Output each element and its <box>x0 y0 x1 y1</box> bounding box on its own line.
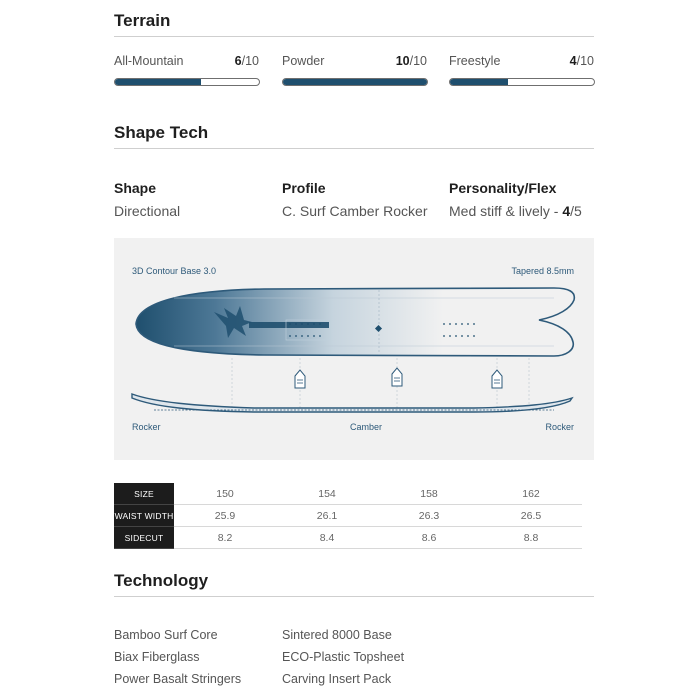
spec-flex-value: Med stiff & lively - 4/5 <box>449 203 582 219</box>
board-side-profile <box>132 394 572 412</box>
spec-profile-value: C. Surf Camber Rocker <box>282 203 428 219</box>
tech-item: Biax Fiberglass <box>114 650 200 664</box>
table-row-header: WAIST WIDTH <box>114 505 174 527</box>
board-arrow <box>249 322 329 328</box>
shape-tech-divider <box>114 148 594 149</box>
diagram-label-base: 3D Contour Base 3.0 <box>132 266 217 276</box>
profile-guides <box>232 358 529 410</box>
terrain-bar <box>282 78 428 86</box>
table-cell: 8.6 <box>378 527 480 549</box>
terrain-divider <box>114 36 594 37</box>
tech-item: Bamboo Surf Core <box>114 628 218 642</box>
table-cell: 25.9 <box>174 505 276 527</box>
technology-title: Technology <box>114 571 209 590</box>
table-cell: 26.5 <box>480 505 582 527</box>
table-cell: 154 <box>276 483 378 505</box>
table-row <box>114 483 582 505</box>
terrain-score: 6/10 <box>234 54 259 68</box>
table-cell: 26.1 <box>276 505 378 527</box>
table-cell: 158 <box>378 483 480 505</box>
spec-flex-label: Personality/Flex <box>449 180 557 196</box>
diagram-label-rocker-nose: Rocker <box>545 422 574 432</box>
spec-profile-label: Profile <box>282 180 326 196</box>
table-cell: 8.4 <box>276 527 378 549</box>
terrain-bar <box>114 78 260 86</box>
board-diagram <box>114 238 594 460</box>
table-cell: 8.8 <box>480 527 582 549</box>
terrain-label: All-Mountain <box>114 54 184 68</box>
terrain-bar-fill <box>115 79 201 85</box>
size-table <box>114 483 582 549</box>
table-cell: 162 <box>480 483 582 505</box>
table-row <box>114 505 582 527</box>
table-row-header: SIDECUT <box>114 527 174 549</box>
table-cell: 150 <box>174 483 276 505</box>
diagram-label-rocker-tail: Rocker <box>132 422 161 432</box>
shape-tech-title: Shape Tech <box>114 123 209 142</box>
terrain-bar <box>449 78 595 86</box>
diagram-label-camber: Camber <box>350 422 383 432</box>
terrain-label: Powder <box>282 54 325 68</box>
tech-item: Carving Insert Pack <box>282 672 392 686</box>
table-row-header: SIZE <box>114 483 174 505</box>
spec-shape-value: Directional <box>114 203 181 219</box>
diagram-label-taper: Tapered 8.5mm <box>511 266 574 276</box>
spec-shape-label: Shape <box>114 180 157 196</box>
terrain-title: Terrain <box>114 11 171 30</box>
technology-divider <box>114 596 594 597</box>
terrain-bar-fill <box>283 79 427 85</box>
terrain-label: Freestyle <box>449 54 501 68</box>
tech-item: Power Basalt Stringers <box>114 672 242 686</box>
tech-item: Sintered 8000 Base <box>282 628 392 642</box>
terrain-bar-fill <box>450 79 508 85</box>
table-row <box>114 527 582 549</box>
table-cell: 26.3 <box>378 505 480 527</box>
terrain-score: 10/10 <box>395 54 427 68</box>
table-cell: 8.2 <box>174 527 276 549</box>
tech-item: ECO-Plastic Topsheet <box>282 650 405 664</box>
terrain-score: 4/10 <box>569 54 594 68</box>
